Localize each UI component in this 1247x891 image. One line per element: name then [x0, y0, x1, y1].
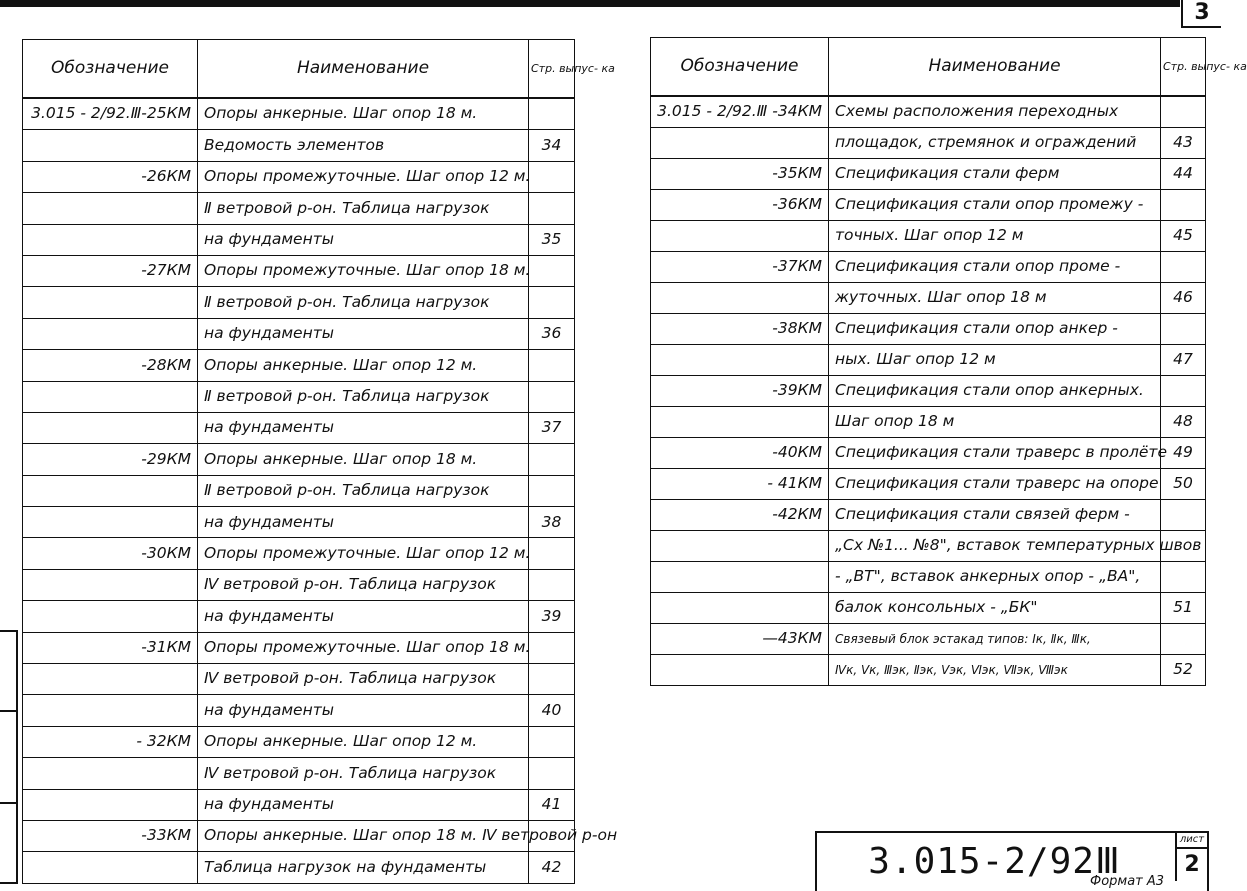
row-name: на фундаменты — [198, 789, 529, 820]
table-row — [23, 475, 575, 506]
row-page: 46 — [1161, 283, 1206, 314]
row-page: 36 — [529, 318, 575, 349]
row-name: на фундаменты — [198, 224, 529, 255]
table-row — [23, 130, 575, 161]
row-designation: -26КМ — [23, 161, 198, 192]
format-label: Формат А3 — [1090, 874, 1165, 889]
row-name: Ⅱ ветровой р-он. Таблица нагрузок — [198, 193, 529, 224]
table-row — [651, 562, 1206, 593]
row-name: Опоры промежуточные. Шаг опор 18 м. — [198, 255, 529, 286]
row-designation — [651, 562, 829, 593]
row-page: 41 — [529, 789, 575, 820]
row-name: Ⅱ ветровой р-он. Таблица нагрузок — [198, 287, 529, 318]
row-name: „Сх №1... №8", вставок температурных швов — [829, 531, 1161, 562]
row-designation: -31КМ — [23, 632, 198, 663]
row-name: Спецификация стали опор промежу - — [829, 190, 1161, 221]
row-designation — [23, 758, 198, 789]
table-row — [23, 507, 575, 538]
table-row — [23, 318, 575, 349]
row-designation: -37КМ — [651, 252, 829, 283]
table-row — [23, 444, 575, 475]
row-page: 48 — [1161, 407, 1206, 438]
row-name: Шаг опор 18 м — [829, 407, 1161, 438]
row-name: Спецификация стали опор проме - — [829, 252, 1161, 283]
row-page: 42 — [529, 852, 575, 883]
table-row — [651, 624, 1206, 655]
row-name: Ⅳ ветровой р-он. Таблица нагрузок — [198, 758, 529, 789]
row-name: Спецификация стали опор анкерных. — [829, 376, 1161, 407]
row-page — [1161, 190, 1206, 221]
row-name: на фундаменты — [198, 601, 529, 632]
row-page — [529, 287, 575, 318]
row-page — [529, 664, 575, 695]
row-page — [529, 444, 575, 475]
row-page: 50 — [1161, 469, 1206, 500]
row-designation: -40КМ — [651, 438, 829, 469]
table-row — [23, 726, 575, 757]
header-name: Наименование — [198, 40, 529, 99]
table-row — [23, 381, 575, 412]
table-row — [651, 655, 1206, 686]
row-page — [529, 569, 575, 600]
row-name: Ⅱ ветровой р-он. Таблица нагрузок — [198, 381, 529, 412]
row-name: на фундаменты — [198, 695, 529, 726]
row-name: Таблица нагрузок на фундаменты — [198, 852, 529, 883]
row-name: Опоры анкерные. Шаг опор 12 м. — [198, 726, 529, 757]
table-row — [23, 412, 575, 443]
row-designation — [23, 507, 198, 538]
row-designation: -36КМ — [651, 190, 829, 221]
right-register-table — [650, 37, 1247, 686]
table-row — [651, 159, 1206, 190]
table-row — [651, 407, 1206, 438]
row-name: Ⅱ ветровой р-он. Таблица нагрузок — [198, 475, 529, 506]
row-designation: 3.015 - 2/92.Ⅲ -34КМ — [651, 96, 829, 128]
row-designation — [23, 852, 198, 883]
table-row — [651, 314, 1206, 345]
page-number: 3 — [1181, 0, 1221, 28]
row-designation: - 32КМ — [23, 726, 198, 757]
row-name: Связевый блок эстакад типов: Ⅰк, Ⅱк, Ⅲк, — [829, 624, 1161, 655]
row-name: Ведомость элементов — [198, 130, 529, 161]
row-designation — [23, 318, 198, 349]
row-page: 39 — [529, 601, 575, 632]
row-page — [529, 632, 575, 663]
table-row — [651, 531, 1206, 562]
row-page — [529, 350, 575, 381]
row-designation: -28КМ — [23, 350, 198, 381]
table-row — [651, 252, 1206, 283]
header-page: Стр. выпус- ка — [1161, 38, 1206, 97]
row-designation — [23, 287, 198, 318]
row-page: 43 — [1161, 128, 1206, 159]
row-page: 35 — [529, 224, 575, 255]
row-page — [529, 255, 575, 286]
row-name: Опоры промежуточные. Шаг опор 12 м. — [198, 161, 529, 192]
row-name: Опоры анкерные. Шаг опор 18 м. — [198, 98, 529, 130]
table-row — [23, 852, 575, 883]
row-designation — [23, 130, 198, 161]
table-row — [23, 224, 575, 255]
row-name: Спецификация стали ферм — [829, 159, 1161, 190]
table-row — [23, 758, 575, 789]
row-designation — [651, 407, 829, 438]
row-page: 44 — [1161, 159, 1206, 190]
row-name: Ⅳ ветровой р-он. Таблица нагрузок — [198, 664, 529, 695]
row-designation — [651, 593, 829, 624]
row-designation: 3.015 - 2/92.Ⅲ-25КМ — [23, 98, 198, 130]
row-designation: -42КМ — [651, 500, 829, 531]
table-row — [651, 190, 1206, 221]
row-designation — [651, 531, 829, 562]
table-row — [23, 569, 575, 600]
row-designation — [23, 475, 198, 506]
header-designation: Обозначение — [23, 40, 198, 99]
row-designation — [23, 569, 198, 600]
row-designation: -33КМ — [23, 820, 198, 851]
row-designation — [23, 412, 198, 443]
row-page — [1161, 624, 1206, 655]
row-designation: -27КМ — [23, 255, 198, 286]
table-row — [23, 287, 575, 318]
row-name: на фундаменты — [198, 412, 529, 443]
table-row — [23, 632, 575, 663]
row-designation — [651, 128, 829, 159]
table-row — [23, 193, 575, 224]
top-border-line — [0, 0, 1180, 7]
row-designation — [651, 283, 829, 314]
table-row — [23, 664, 575, 695]
row-page: 51 — [1161, 593, 1206, 624]
sheet-number: 2 — [1175, 849, 1207, 881]
table-row — [23, 538, 575, 569]
row-name: Опоры анкерные. Шаг опор 12 м. — [198, 350, 529, 381]
header-name: Наименование — [829, 38, 1161, 97]
row-designation — [23, 193, 198, 224]
table-row — [23, 161, 575, 192]
table-row — [651, 96, 1206, 128]
table-row — [651, 128, 1206, 159]
row-designation: -39КМ — [651, 376, 829, 407]
row-page: 38 — [529, 507, 575, 538]
table-row — [651, 469, 1206, 500]
row-name: балок консольных - „БК" — [829, 593, 1161, 624]
row-page: 34 — [529, 130, 575, 161]
row-designation — [23, 601, 198, 632]
table-row — [23, 695, 575, 726]
table-row — [23, 820, 575, 851]
row-page — [1161, 562, 1206, 593]
row-designation: - 41КМ — [651, 469, 829, 500]
row-designation — [23, 381, 198, 412]
row-name: Спецификация стали траверс в пролёте — [829, 438, 1161, 469]
header-page: Стр. выпус- ка — [529, 40, 575, 99]
row-page — [529, 161, 575, 192]
row-designation — [23, 224, 198, 255]
row-page — [529, 98, 575, 130]
table-row — [23, 789, 575, 820]
row-page — [1161, 252, 1206, 283]
row-name: Ⅳ ветровой р-он. Таблица нагрузок — [198, 569, 529, 600]
row-page: 47 — [1161, 345, 1206, 376]
row-designation — [651, 221, 829, 252]
table-row — [23, 98, 575, 130]
row-page — [529, 758, 575, 789]
row-page — [1161, 314, 1206, 345]
row-name: Опоры анкерные. Шаг опор 18 м. — [198, 444, 529, 475]
row-name: - „ВТ", вставок анкерных опор - „ВА", — [829, 562, 1161, 593]
row-designation: -30КМ — [23, 538, 198, 569]
row-name: Спецификация стали траверс на опоре — [829, 469, 1161, 500]
table-row — [651, 593, 1206, 624]
table-row — [651, 500, 1206, 531]
row-name: на фундаменты — [198, 507, 529, 538]
row-name: Спецификация стали опор анкер - — [829, 314, 1161, 345]
row-name: Спецификация стали связей ферм - — [829, 500, 1161, 531]
table-row — [651, 438, 1206, 469]
row-name: площадок, стремянок и ограждений — [829, 128, 1161, 159]
row-name: Опоры анкерные. Шаг опор 18 м. Ⅳ ветровой р-он — [198, 820, 529, 851]
document-code: 3.015-2/92Ⅲ — [868, 841, 1121, 882]
row-designation: -29КМ — [23, 444, 198, 475]
row-name: Опоры промежуточные. Шаг опор 18 м. — [198, 632, 529, 663]
row-page — [529, 726, 575, 757]
row-page: 45 — [1161, 221, 1206, 252]
row-page: 37 — [529, 412, 575, 443]
row-page — [1161, 96, 1206, 128]
row-name: жуточных. Шаг опор 18 м — [829, 283, 1161, 314]
table-row — [651, 283, 1206, 314]
row-designation — [651, 655, 829, 686]
row-name: Ⅳк, Ⅴк, Ⅲэк, Ⅱэк, Ⅴэк, Ⅵэк, Ⅶэк, Ⅷэк — [829, 655, 1161, 686]
row-name: Схемы расположения переходных — [829, 96, 1161, 128]
table-row — [651, 221, 1206, 252]
header-designation: Обозначение — [651, 38, 829, 97]
row-designation: -38КМ — [651, 314, 829, 345]
row-page: 40 — [529, 695, 575, 726]
row-designation: —43КМ — [651, 624, 829, 655]
table-row — [651, 345, 1206, 376]
row-designation — [23, 789, 198, 820]
row-name: Опоры промежуточные. Шаг опор 12 м. — [198, 538, 529, 569]
row-name: на фундаменты — [198, 318, 529, 349]
row-page — [1161, 500, 1206, 531]
sheet-label: лист — [1175, 833, 1207, 849]
left-register-table — [22, 39, 618, 884]
row-designation — [651, 345, 829, 376]
table-row — [23, 255, 575, 286]
row-designation — [23, 695, 198, 726]
row-page — [1161, 376, 1206, 407]
row-page: 52 — [1161, 655, 1206, 686]
row-designation: -35КМ — [651, 159, 829, 190]
table-row — [651, 376, 1206, 407]
row-name: точных. Шаг опор 12 м — [829, 221, 1161, 252]
row-designation — [23, 664, 198, 695]
row-page — [529, 538, 575, 569]
table-row — [23, 350, 575, 381]
table-row — [23, 601, 575, 632]
row-page — [529, 381, 575, 412]
row-page: 49 — [1161, 438, 1206, 469]
row-page — [529, 193, 575, 224]
row-page — [529, 475, 575, 506]
left-side-stamp — [0, 630, 18, 884]
row-name: ных. Шаг опор 12 м — [829, 345, 1161, 376]
